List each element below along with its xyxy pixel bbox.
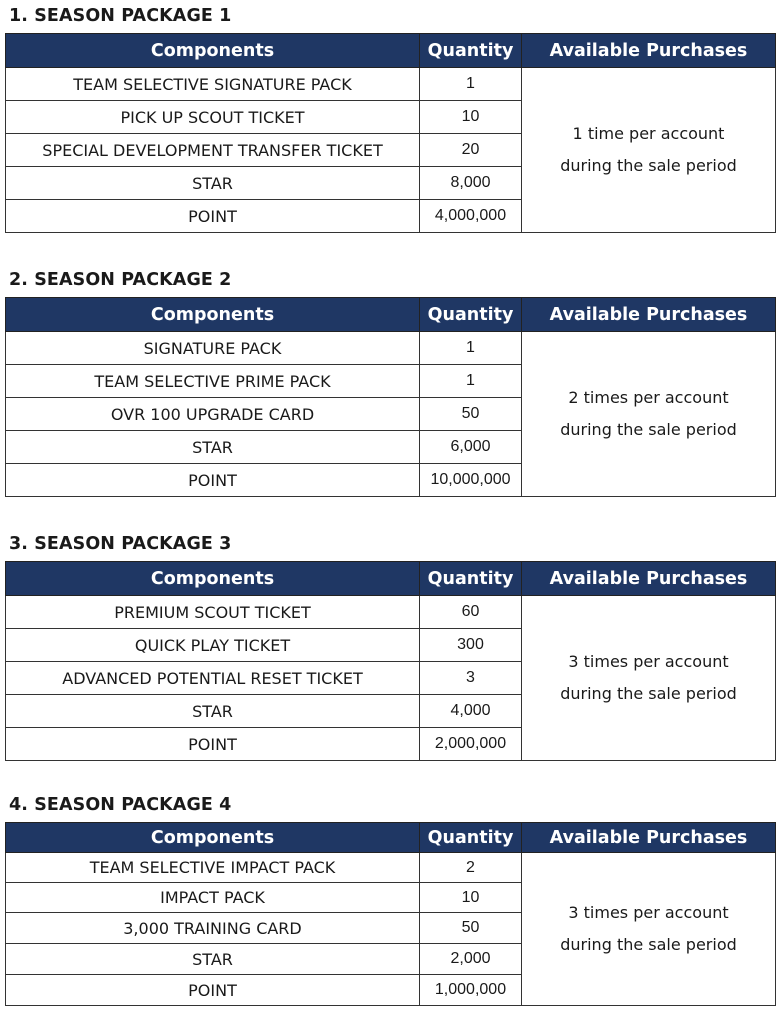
components-header: Components bbox=[6, 34, 420, 68]
package-1-title: 1. SEASON PACKAGE 1 bbox=[9, 6, 232, 26]
quantity-cell: 1 bbox=[420, 365, 522, 398]
component-cell: STAR bbox=[6, 695, 420, 728]
component-cell: OVR 100 UPGRADE CARD bbox=[6, 398, 420, 431]
package-4-title: 4. SEASON PACKAGE 4 bbox=[9, 795, 232, 815]
component-cell: PICK UP SCOUT TICKET bbox=[6, 101, 420, 134]
purchase-limit-cell bbox=[522, 596, 776, 761]
purchase-period-text: during the sale period bbox=[560, 935, 737, 954]
table-row bbox=[6, 68, 776, 101]
purchase-limit-text: 3 times per account bbox=[568, 903, 729, 922]
package-2-title: 2. SEASON PACKAGE 2 bbox=[9, 270, 232, 290]
quantity-cell: 2,000 bbox=[420, 944, 522, 975]
table-header-row bbox=[6, 34, 776, 68]
component-cell: POINT bbox=[6, 728, 420, 761]
package-3-table bbox=[5, 561, 776, 761]
component-cell: STAR bbox=[6, 431, 420, 464]
package-2-table bbox=[5, 297, 776, 497]
quantity-cell: 1 bbox=[420, 332, 522, 365]
quantity-cell: 10 bbox=[420, 101, 522, 134]
component-cell: 3,000 TRAINING CARD bbox=[6, 913, 420, 944]
quantity-cell: 300 bbox=[420, 629, 522, 662]
quantity-cell: 8,000 bbox=[420, 167, 522, 200]
component-cell: SIGNATURE PACK bbox=[6, 332, 420, 365]
purchase-period-text: during the sale period bbox=[560, 684, 737, 703]
purchase-limit-cell bbox=[522, 68, 776, 233]
quantity-cell: 6,000 bbox=[420, 431, 522, 464]
purchase-period-text: during the sale period bbox=[560, 420, 737, 439]
component-cell: POINT bbox=[6, 464, 420, 497]
quantity-cell: 3 bbox=[420, 662, 522, 695]
component-cell: TEAM SELECTIVE IMPACT PACK bbox=[6, 853, 420, 883]
quantity-cell: 10,000,000 bbox=[420, 464, 522, 497]
component-cell: IMPACT PACK bbox=[6, 883, 420, 913]
component-cell: PREMIUM SCOUT TICKET bbox=[6, 596, 420, 629]
quantity-header: Quantity bbox=[420, 823, 522, 853]
quantity-cell: 4,000 bbox=[420, 695, 522, 728]
purchase-limit-text: 1 time per account bbox=[572, 124, 725, 143]
purchase-limit-text: 3 times per account bbox=[568, 652, 729, 671]
package-4-table bbox=[5, 822, 776, 1006]
quantity-header: Quantity bbox=[420, 298, 522, 332]
component-cell: ADVANCED POTENTIAL RESET TICKET bbox=[6, 662, 420, 695]
components-header: Components bbox=[6, 562, 420, 596]
table-row bbox=[6, 596, 776, 629]
components-header: Components bbox=[6, 823, 420, 853]
quantity-cell: 60 bbox=[420, 596, 522, 629]
component-cell: POINT bbox=[6, 200, 420, 233]
package-1-table bbox=[5, 33, 776, 233]
purchases-header: Available Purchases bbox=[522, 298, 776, 332]
package-3-title: 3. SEASON PACKAGE 3 bbox=[9, 534, 232, 554]
component-cell: TEAM SELECTIVE SIGNATURE PACK bbox=[6, 68, 420, 101]
quantity-cell: 10 bbox=[420, 883, 522, 913]
quantity-cell: 2,000,000 bbox=[420, 728, 522, 761]
table-header-row bbox=[6, 298, 776, 332]
quantity-cell: 1,000,000 bbox=[420, 975, 522, 1006]
quantity-cell: 50 bbox=[420, 913, 522, 944]
quantity-cell: 4,000,000 bbox=[420, 200, 522, 233]
table-header-row bbox=[6, 562, 776, 596]
quantity-header: Quantity bbox=[420, 34, 522, 68]
quantity-header: Quantity bbox=[420, 562, 522, 596]
component-cell: TEAM SELECTIVE PRIME PACK bbox=[6, 365, 420, 398]
table-row bbox=[6, 853, 776, 883]
component-cell: QUICK PLAY TICKET bbox=[6, 629, 420, 662]
purchases-header: Available Purchases bbox=[522, 823, 776, 853]
purchase-limit-cell bbox=[522, 853, 776, 1006]
table-header-row bbox=[6, 823, 776, 853]
components-header: Components bbox=[6, 298, 420, 332]
component-cell: STAR bbox=[6, 944, 420, 975]
component-cell: STAR bbox=[6, 167, 420, 200]
quantity-cell: 2 bbox=[420, 853, 522, 883]
purchases-header: Available Purchases bbox=[522, 562, 776, 596]
table-row bbox=[6, 332, 776, 365]
quantity-cell: 20 bbox=[420, 134, 522, 167]
purchases-header: Available Purchases bbox=[522, 34, 776, 68]
purchase-limit-cell bbox=[522, 332, 776, 497]
quantity-cell: 1 bbox=[420, 68, 522, 101]
component-cell: SPECIAL DEVELOPMENT TRANSFER TICKET bbox=[6, 134, 420, 167]
component-cell: POINT bbox=[6, 975, 420, 1006]
quantity-cell: 50 bbox=[420, 398, 522, 431]
purchase-period-text: during the sale period bbox=[560, 156, 737, 175]
purchase-limit-text: 2 times per account bbox=[568, 388, 729, 407]
